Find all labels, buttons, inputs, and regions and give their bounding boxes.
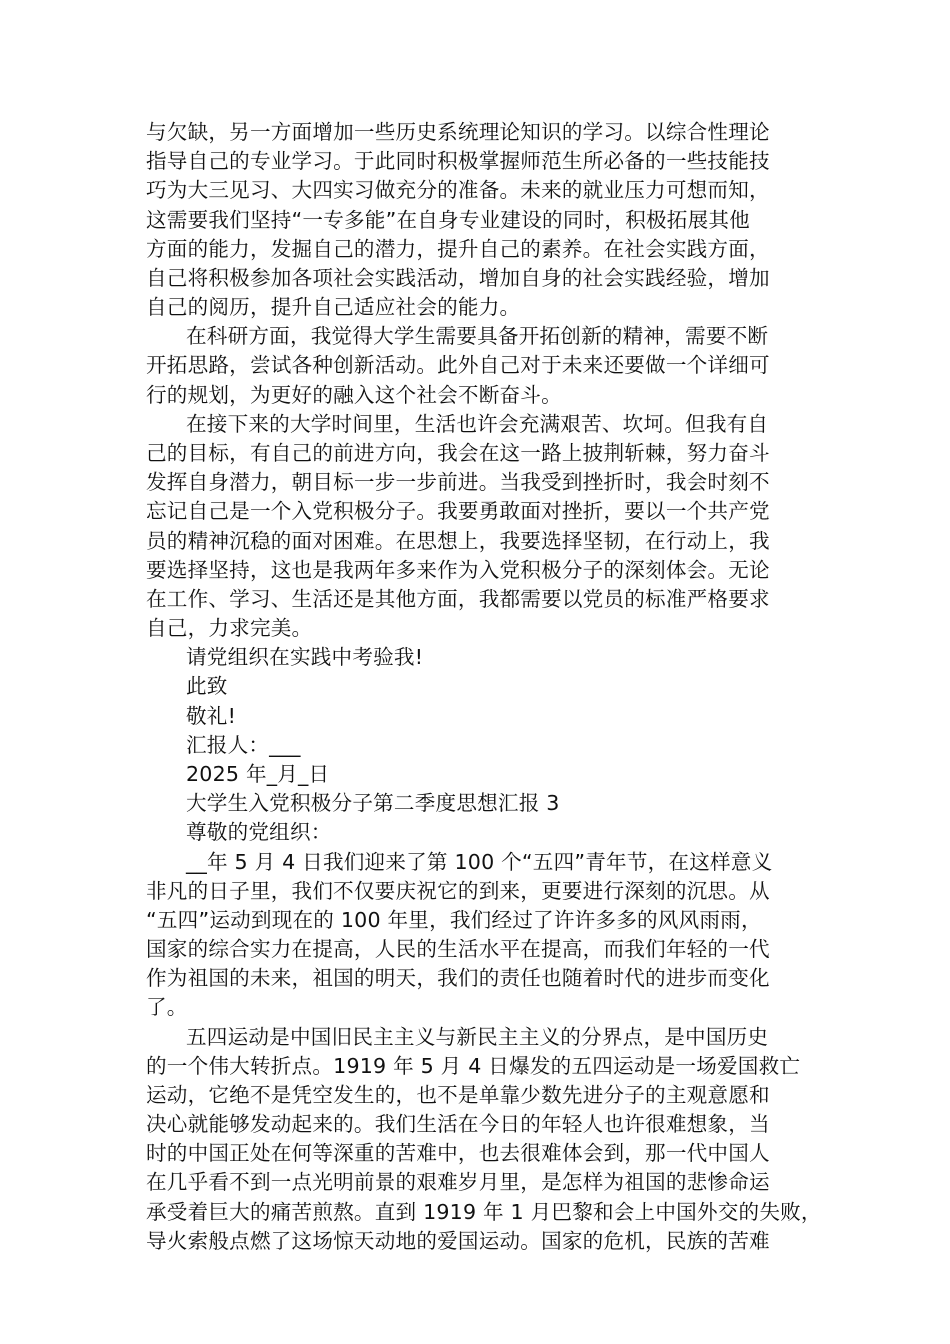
text-line: 在几乎看不到一点光明前景的艰难岁月里，是怎样为祖国的悲惨命运 [146, 1170, 770, 1195]
text-line: 五四运动是中国旧民主主义与新民主主义的分界点，是中国历史 [186, 1024, 769, 1049]
text-line: 敬礼! [186, 703, 237, 728]
text-line: 承受着巨大的痛苦煎熬。直到 1919 年 1 月巴黎和会上中国外交的失败， [146, 1199, 822, 1224]
text-line: 在工作、学习、生活还是其他方面，我都需要以党员的标准严格要求 [146, 586, 770, 611]
text-line: 自己，力求完美。 [146, 616, 313, 641]
text-line: 2025 年_月_日 [186, 761, 330, 786]
text-line: 作为祖国的未来，祖国的明天，我们的责任也随着时代的进步而变化 [146, 966, 770, 991]
text-line: 在接下来的大学时间里，生活也许会充满艰苦、坎坷。但我有自 [186, 411, 769, 436]
text-line: 此致 [186, 674, 228, 699]
text-line: 非凡的日子里，我们不仅要庆祝它的到来，更要进行深刻的沉思。从 [146, 878, 770, 903]
text-line: 国家的综合实力在提高，人民的生活水平在提高，而我们年轻的一代 [146, 937, 770, 962]
text-line: “五四”运动到现在的 100 年里，我们经过了许许多多的风风雨雨， [146, 907, 762, 932]
text-line: 运动，它绝不是凭空发生的，也不是单靠少数先进分子的主观意愿和 [146, 1082, 770, 1107]
text-line: 指导自己的专业学习。于此同时积极掌握师范生所必备的一些技能技 [146, 149, 770, 174]
text-line: 时的中国正处在何等深重的苦难中，也去很难体会到，那一代中国人 [146, 1141, 770, 1166]
text-line: 发挥自身潜力，朝目标一步一步前进。当我受到挫折时，我会时刻不 [146, 470, 770, 495]
text-line: 汇报人：___ [186, 732, 301, 757]
text-line: 巧为大三见习、大四实习做充分的准备。未来的就业压力可想而知， [146, 178, 770, 203]
text-line: 开拓思路，尝试各种创新活动。此外自己对于未来还要做一个详细可 [146, 353, 770, 378]
text-line: 要选择坚持，这也是我两年多来作为入党积极分子的深刻体会。无论 [146, 557, 770, 582]
text-line: 尊敬的党组织： [186, 820, 332, 845]
text-line: 与欠缺，另一方面增加一些历史系统理论知识的学习。以综合性理论 [146, 120, 770, 144]
text-line: 行的规划，为更好的融入这个社会不断奋斗。 [146, 382, 562, 407]
text-line: 自己的阅历，提升自己适应社会的能力。 [146, 295, 521, 320]
text-line: __年 5 月 4 日我们迎来了第 100 个“五四”青年节，在这样意义 [186, 849, 773, 874]
text-line: 自己将积极参加各项社会实践活动，增加自身的社会实践经验，增加 [146, 265, 770, 290]
text-line: 的一个伟大转折点。1919 年 5 月 4 日爆发的五四运动是一场爱国救亡 [146, 1053, 801, 1078]
text-line: 了。 [146, 995, 188, 1020]
text-line: 决心就能够发动起来的。我们生活在今日的年轻人也许很难想象，当 [146, 1112, 770, 1137]
text-line: 方面的能力，发掘自己的潜力，提升自己的素养。在社会实践方面， [146, 236, 770, 261]
text-line: 请党组织在实践中考验我! [186, 645, 424, 670]
text-line: 己的目标，有自己的前进方向，我会在这一路上披荆斩棘，努力奋斗 [146, 440, 770, 465]
text-line: 导火索般点燃了这场惊天动地的爱国运动。国家的危机，民族的苦难 [146, 1228, 770, 1253]
text-line: 这需要我们坚持“一专多能”在自身专业建设的同时，积极拓展其他 [146, 207, 750, 232]
text-line: 在科研方面，我觉得大学生需要具备开拓创新的精神，需要不断 [186, 324, 769, 349]
text-line: 员的精神沉稳的面对困难。在思想上，我要选择坚韧，在行动上，我 [146, 528, 770, 553]
text-line: 大学生入党积极分子第二季度思想汇报 3 [186, 791, 560, 816]
text-line: 忘记自己是一个入党积极分子。我要勇敢面对挫折，要以一个共产党 [146, 499, 770, 524]
